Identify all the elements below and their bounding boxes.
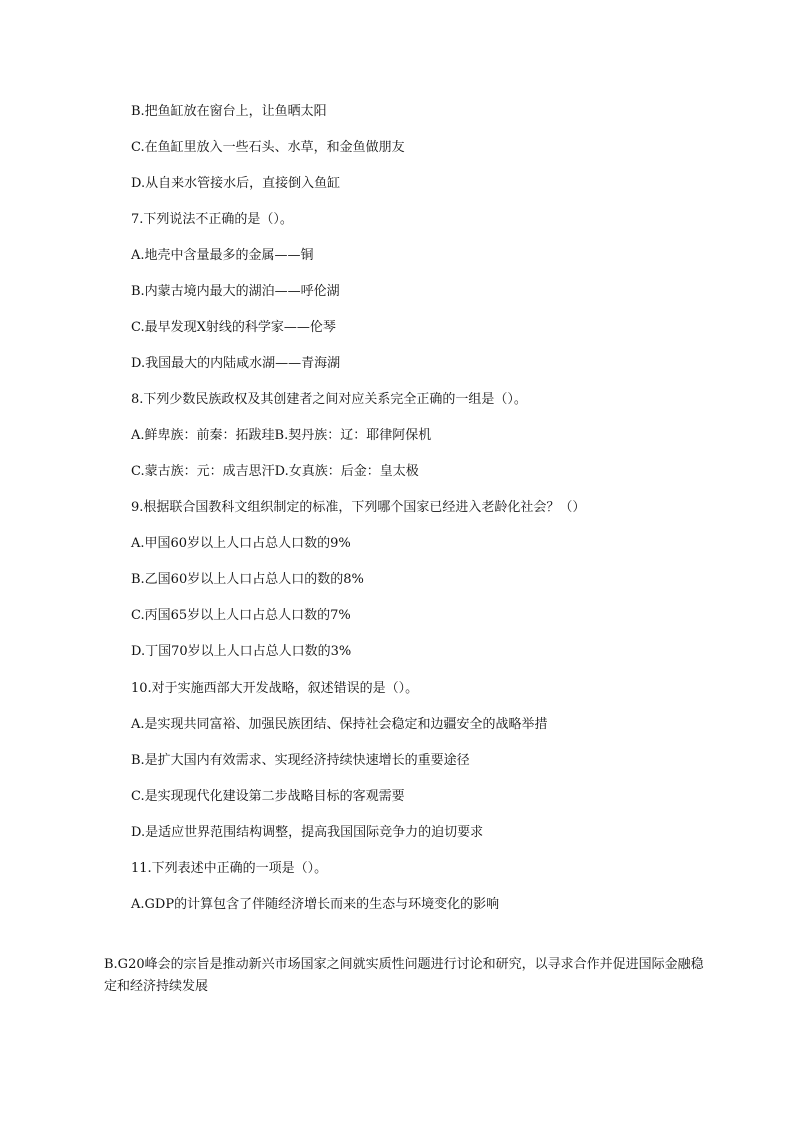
option-line: D.从自来水管接水后，直接倒入鱼缸 bbox=[131, 176, 341, 191]
option-line: A.鲜卑族：前秦：拓跋珪B.契丹族：辽：耶律阿保机 bbox=[131, 428, 432, 443]
question-line: 11.下列表述中正确的一项是（）。 bbox=[131, 861, 328, 876]
option-line: C.蒙古族：元：成吉思汗D.女真族：后金：皇太极 bbox=[131, 464, 419, 479]
option-line: C.最早发现X射线的科学家——伦琴 bbox=[131, 320, 336, 335]
option-paragraph: B.G20峰会的宗旨是推动新兴市场国家之间就实质性问题进行讨论和研究，以寻求合作并促进国际金融稳定和经济持续发展 bbox=[104, 957, 704, 994]
option-line: D.丁国70岁以上人口占总人口数的3% bbox=[131, 644, 352, 659]
option-line: A.是实现共同富裕、加强民族团结、保持社会稳定和边疆安全的战略举措 bbox=[131, 717, 548, 732]
option-line: C.丙国65岁以上人口占总人口数的7% bbox=[131, 608, 351, 623]
option-line: A.地壳中含量最多的金属——铜 bbox=[131, 248, 314, 263]
question-line: 7.下列说法不正确的是（）。 bbox=[131, 212, 293, 227]
option-line: D.我国最大的内陆咸水湖——青海湖 bbox=[131, 356, 341, 371]
question-line: 10.对于实施西部大开发战略，叙述错误的是（）。 bbox=[131, 681, 419, 696]
option-line: B.内蒙古境内最大的湖泊——呼伦湖 bbox=[131, 284, 340, 299]
option-line: A.甲国60岁以上人口占总人口数的9% bbox=[131, 536, 351, 551]
option-line: B.乙国60岁以上人口占总人口的数的8% bbox=[131, 572, 364, 587]
question-line: 9.根据联合国教科文组织制定的标准，下列哪个国家已经进入老龄化社会？（） bbox=[131, 500, 586, 515]
option-line: C.是实现现代化建设第二步战略目标的客观需要 bbox=[131, 789, 405, 804]
option-line: D.是适应世界范围结构调整，提高我国国际竞争力的迫切要求 bbox=[131, 825, 484, 840]
option-line: B.把鱼缸放在窗台上，让鱼晒太阳 bbox=[131, 104, 327, 119]
option-line: C.在鱼缸里放入一些石头、水草，和金鱼做朋友 bbox=[131, 140, 405, 155]
option-line: A.GDP的计算包含了伴随经济增长而来的生态与环境变化的影响 bbox=[131, 897, 500, 912]
question-line: 8.下列少数民族政权及其创建者之间对应关系完全正确的一组是（）。 bbox=[131, 392, 527, 407]
option-line: B.是扩大国内有效需求、实现经济持续快速增长的重要途径 bbox=[131, 753, 470, 768]
